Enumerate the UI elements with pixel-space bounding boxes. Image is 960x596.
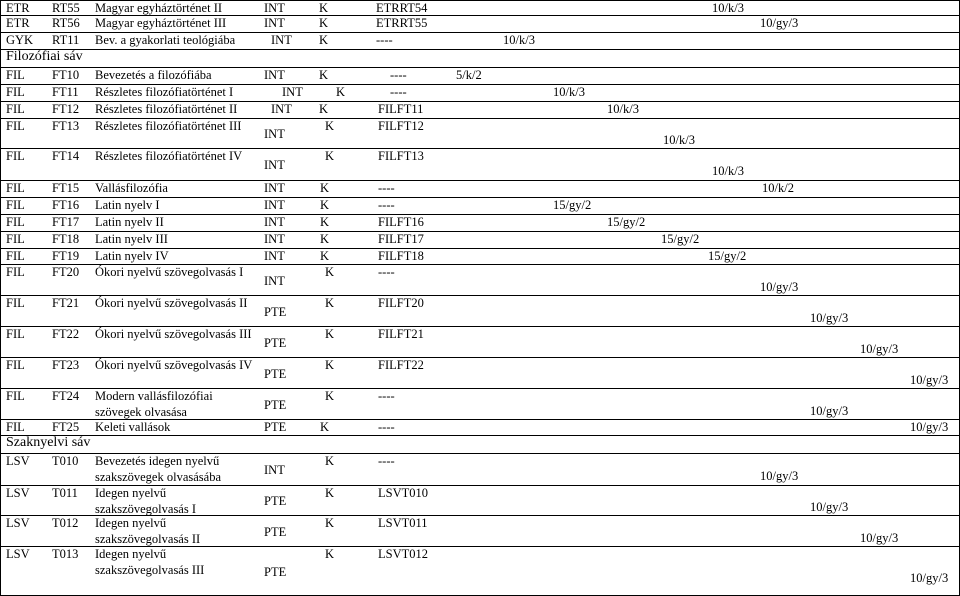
exam-type: K (325, 149, 335, 163)
credit-value: 10/gy/3 (760, 280, 799, 294)
credit-value: 15/gy/2 (607, 215, 646, 229)
credit-value: 15/gy/2 (553, 198, 592, 212)
exam-type: K (320, 249, 330, 263)
prerequisite: FILFT12 (378, 119, 424, 133)
course-form: PTE (264, 336, 287, 350)
course-id: FT15 (52, 181, 80, 195)
course-form: PTE (264, 420, 287, 434)
table-row (0, 515, 960, 546)
exam-type: K (320, 420, 330, 434)
section-title: Filozófiai sáv (6, 49, 83, 64)
credit-value: 10/gy/3 (910, 420, 949, 434)
table-row (0, 180, 960, 197)
prerequisite: FILFT22 (378, 358, 424, 372)
course-form: INT (271, 102, 292, 116)
prerequisite: ---- (378, 454, 395, 468)
prerequisite: ---- (378, 265, 395, 279)
table-row (0, 326, 960, 357)
section-heading (0, 49, 960, 68)
exam-type: K (325, 547, 335, 561)
prerequisite: ETRRT55 (376, 16, 428, 30)
course-form: INT (264, 249, 285, 263)
course-area-code: LSV (6, 454, 30, 468)
credit-value: 10/gy/3 (860, 342, 899, 356)
course-id: FT23 (52, 358, 80, 372)
row-divider (0, 248, 960, 249)
exam-type: K (325, 454, 335, 468)
row-divider (0, 546, 960, 547)
course-name: Modern vallásfilozófiai szövegek olvasása (95, 389, 213, 419)
table-row (0, 84, 960, 101)
prerequisite: ---- (378, 181, 395, 195)
credit-value: 10/gy/3 (760, 469, 799, 483)
course-form: INT (264, 181, 285, 195)
exam-type: K (325, 296, 335, 310)
course-form: INT (264, 274, 285, 288)
table-row (0, 0, 960, 15)
course-id: FT17 (52, 215, 80, 229)
course-area-code: LSV (6, 486, 30, 500)
row-divider (0, 231, 960, 232)
section-title: Szaknyelvi sáv (6, 435, 91, 450)
prerequisite: ---- (376, 33, 393, 47)
credit-value: 10/k/2 (762, 181, 794, 195)
table-row (0, 67, 960, 84)
row-divider (0, 214, 960, 215)
prerequisite: ---- (390, 85, 407, 99)
course-name: Keleti vallások (95, 420, 171, 434)
course-id: FT12 (52, 102, 80, 116)
table-row (0, 32, 960, 49)
credit-value: 10/gy/3 (910, 571, 949, 585)
row-divider (0, 84, 960, 85)
course-name: Idegen nyelvű szakszövegolvasás III (95, 547, 205, 577)
course-name: Bevezetés a filozófiába (95, 68, 212, 82)
prerequisite: ---- (378, 389, 395, 403)
credit-value: 10/gy/3 (810, 500, 849, 514)
course-name: Idegen nyelvű szakszövegolvasás II (95, 516, 201, 546)
credit-value: 10/k/3 (712, 1, 744, 15)
course-name: Latin nyelv II (95, 215, 164, 229)
course-area-code: FIL (6, 215, 25, 229)
course-area-code: FIL (6, 265, 25, 279)
prerequisite: LSVT011 (378, 516, 428, 530)
table-row (0, 248, 960, 264)
course-name: Ókori nyelvű szövegolvasás I (95, 265, 244, 279)
exam-type: K (319, 1, 329, 15)
course-form: INT (282, 85, 303, 99)
course-form: INT (264, 127, 285, 141)
course-id: FT20 (52, 265, 80, 279)
course-name: Bevezetés idegen nyelvű szakszövegek olvasásába (95, 454, 221, 484)
row-divider (0, 485, 960, 486)
table-row (0, 388, 960, 419)
course-form: INT (264, 16, 285, 30)
table-row (0, 197, 960, 214)
prerequisite: LSVT012 (378, 547, 428, 561)
prerequisite: FILFT17 (378, 232, 424, 246)
course-id: T011 (52, 486, 78, 500)
course-name: Részletes filozófiatörténet III (95, 119, 242, 133)
prerequisite: ---- (378, 198, 395, 212)
course-name: Magyar egyháztörténet III (95, 16, 227, 30)
course-area-code: FIL (6, 68, 25, 82)
course-id: T012 (52, 516, 79, 530)
course-form: PTE (264, 494, 287, 508)
course-area-code: FIL (6, 389, 25, 403)
prerequisite: FILFT16 (378, 215, 424, 229)
course-area-code: FIL (6, 358, 25, 372)
course-id: FT25 (52, 420, 80, 434)
course-form: PTE (264, 525, 287, 539)
course-area-code: FIL (6, 149, 25, 163)
exam-type: K (325, 389, 335, 403)
course-name: Latin nyelv IV (95, 249, 169, 263)
course-id: RT11 (52, 33, 80, 47)
prerequisite: FILFT18 (378, 249, 424, 263)
credit-value: 10/gy/3 (760, 16, 799, 30)
table-row (0, 101, 960, 118)
section-heading (0, 435, 960, 454)
course-name: Ókori nyelvű szövegolvasás II (95, 296, 248, 310)
row-divider (0, 435, 960, 436)
prerequisite: ---- (390, 68, 407, 82)
course-form: PTE (264, 398, 287, 412)
row-divider (0, 0, 960, 1)
course-form: PTE (264, 305, 287, 319)
credit-value: 15/gy/2 (708, 249, 747, 263)
credit-value: 10/k/3 (607, 102, 639, 116)
course-area-code: GYK (6, 33, 34, 47)
course-area-code: FIL (6, 420, 25, 434)
credit-value: 10/k/3 (663, 133, 695, 147)
course-form: INT (264, 1, 285, 15)
exam-type: K (325, 119, 335, 133)
row-divider (0, 388, 960, 389)
course-form: INT (264, 232, 285, 246)
course-area-code: FIL (6, 198, 25, 212)
course-area-code: LSV (6, 516, 30, 530)
exam-type: K (325, 358, 335, 372)
credit-value: 10/gy/3 (910, 373, 949, 387)
prerequisite: ---- (378, 420, 395, 434)
course-area-code: FIL (6, 296, 25, 310)
exam-type: K (320, 232, 330, 246)
table-row (0, 357, 960, 388)
row-divider (0, 357, 960, 358)
course-form: INT (271, 33, 292, 47)
course-id: FT13 (52, 119, 80, 133)
course-area-code: ETR (6, 1, 30, 15)
course-name: Ókori nyelvű szövegolvasás IV (95, 358, 253, 372)
exam-type: K (336, 85, 346, 99)
course-id: FT22 (52, 327, 80, 341)
table-row (0, 419, 960, 435)
table-row (0, 15, 960, 32)
course-id: FT19 (52, 249, 80, 263)
course-id: T013 (52, 547, 79, 561)
table-row (0, 453, 960, 485)
row-divider (0, 118, 960, 119)
course-area-code: FIL (6, 249, 25, 263)
course-id: FT11 (52, 85, 79, 99)
course-name: Latin nyelv I (95, 198, 160, 212)
exam-type: K (320, 181, 330, 195)
course-form: PTE (264, 565, 287, 579)
course-id: FT18 (52, 232, 80, 246)
exam-type: K (325, 327, 335, 341)
row-divider (0, 180, 960, 181)
row-divider (0, 197, 960, 198)
exam-type: K (320, 198, 330, 212)
row-divider (0, 326, 960, 327)
course-name: Részletes filozófiatörténet IV (95, 149, 243, 163)
row-divider (0, 419, 960, 420)
course-form: INT (264, 68, 285, 82)
course-id: RT56 (52, 16, 80, 30)
course-name: Idegen nyelvű szakszövegolvasás I (95, 486, 197, 516)
course-area-code: FIL (6, 102, 25, 116)
row-divider (0, 101, 960, 102)
course-id: FT14 (52, 149, 80, 163)
course-name: Magyar egyháztörténet II (95, 1, 223, 15)
prerequisite: FILFT21 (378, 327, 424, 341)
course-form: INT (264, 158, 285, 172)
exam-type: K (325, 486, 335, 500)
course-name: Részletes filozófiatörténet I (95, 85, 234, 99)
course-area-code: FIL (6, 232, 25, 246)
course-area-code: ETR (6, 16, 30, 30)
table-row (0, 485, 960, 515)
prerequisite: FILFT20 (378, 296, 424, 310)
course-name: Vallásfilozófia (95, 181, 168, 195)
row-divider (0, 15, 960, 16)
exam-type: K (320, 215, 330, 229)
course-id: RT55 (52, 1, 80, 15)
table-row (0, 214, 960, 231)
course-area-code: FIL (6, 327, 25, 341)
course-form: INT (264, 198, 285, 212)
credit-value: 10/gy/3 (810, 311, 849, 325)
credit-value: 10/k/3 (503, 33, 535, 47)
table-border (0, 0, 1, 596)
course-form: INT (264, 215, 285, 229)
table-row (0, 546, 960, 596)
table-row (0, 264, 960, 295)
row-divider (0, 515, 960, 516)
table-row (0, 118, 960, 148)
course-id: T010 (52, 454, 79, 468)
course-area-code: LSV (6, 547, 30, 561)
row-divider (0, 32, 960, 33)
row-divider (0, 148, 960, 149)
course-area-code: FIL (6, 85, 25, 99)
course-id: FT10 (52, 68, 80, 82)
credit-value: 5/k/2 (456, 68, 482, 82)
row-divider (0, 67, 960, 68)
row-divider (0, 453, 960, 454)
course-area-code: FIL (6, 119, 25, 133)
credit-value: 10/k/3 (553, 85, 585, 99)
exam-type: K (319, 16, 329, 30)
credit-value: 10/gy/3 (810, 404, 849, 418)
prerequisite: FILFT13 (378, 149, 424, 163)
course-id: FT16 (52, 198, 80, 212)
course-form: INT (264, 463, 285, 477)
credit-value: 10/gy/3 (860, 531, 899, 545)
table-row (0, 148, 960, 180)
course-name: Részletes filozófiatörténet II (95, 102, 238, 116)
course-form: PTE (264, 367, 287, 381)
course-name: Ókori nyelvű szövegolvasás III (95, 327, 252, 341)
row-divider (0, 295, 960, 296)
prerequisite: ETRRT54 (376, 1, 428, 15)
course-id: FT21 (52, 296, 80, 310)
exam-type: K (325, 516, 335, 530)
prerequisite: FILFT11 (378, 102, 424, 116)
course-name: Bev. a gyakorlati teológiába (95, 33, 236, 47)
table-row (0, 295, 960, 326)
exam-type: K (319, 102, 329, 116)
course-area-code: FIL (6, 181, 25, 195)
table-row (0, 231, 960, 248)
credit-value: 10/k/3 (712, 164, 744, 178)
course-name: Latin nyelv III (95, 232, 168, 246)
exam-type: K (325, 265, 335, 279)
exam-type: K (319, 33, 329, 47)
credit-value: 15/gy/2 (661, 232, 700, 246)
exam-type: K (319, 68, 329, 82)
row-divider (0, 264, 960, 265)
prerequisite: LSVT010 (378, 486, 428, 500)
row-divider (0, 49, 960, 50)
course-id: FT24 (52, 389, 80, 403)
